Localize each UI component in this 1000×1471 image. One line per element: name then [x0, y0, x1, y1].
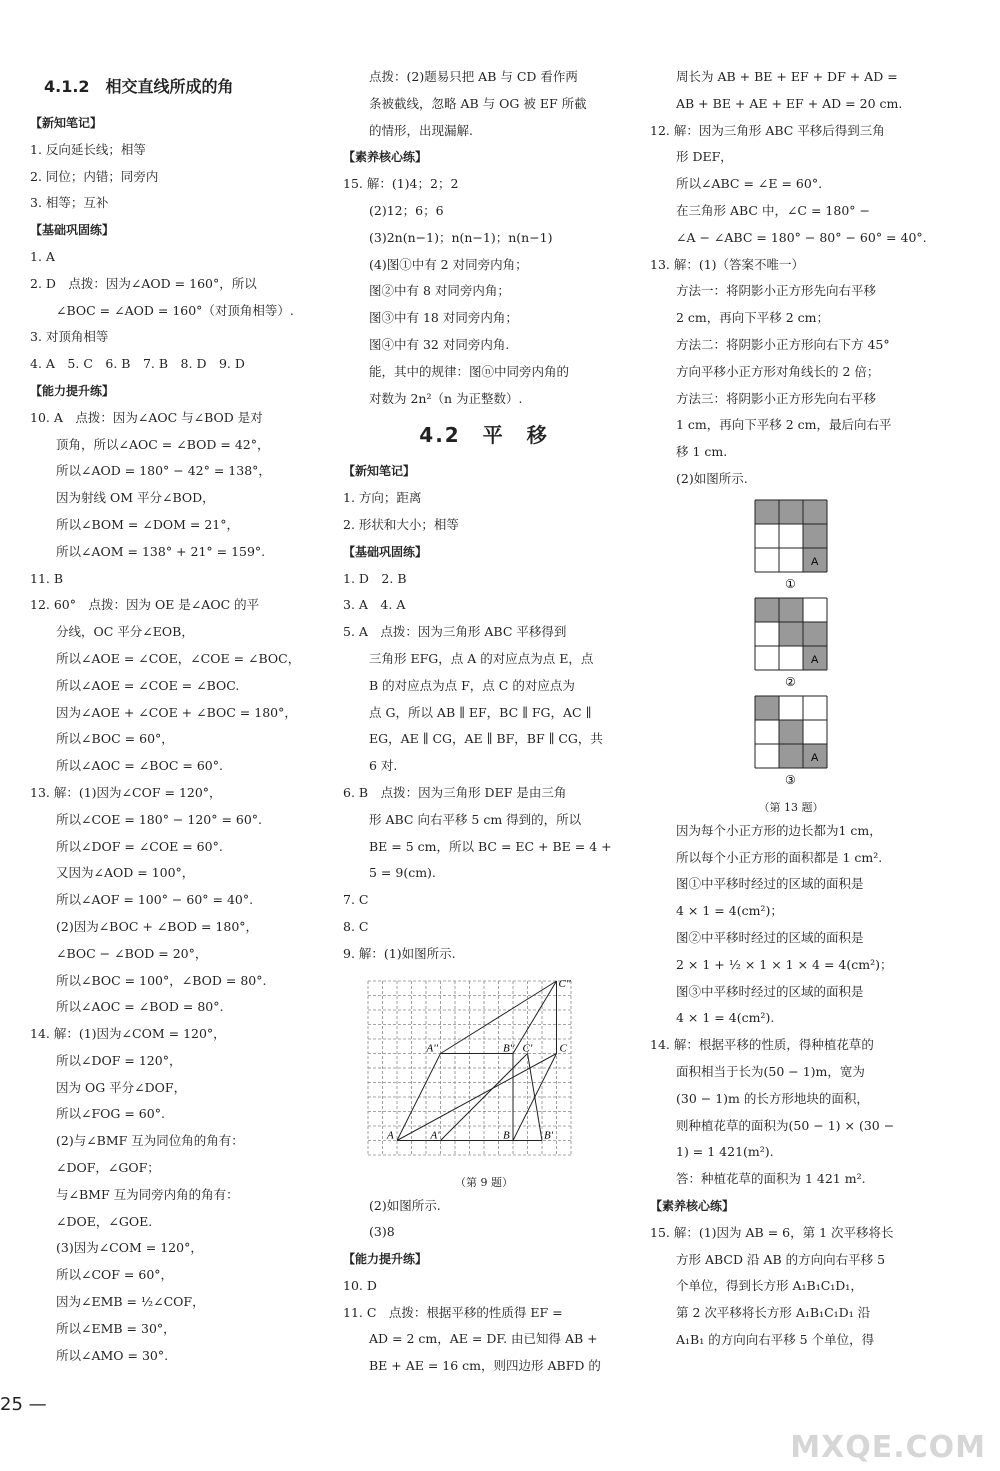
- answer-line: 所以∠COE = 180° − 120° = 60°.: [56, 811, 263, 827]
- answer-item: 12. 60° 点拨：因为 OE 是∠AOC 的平: [30, 597, 260, 613]
- answer-item: 12. 解：因为三角形 ABC 平移后得到三角: [650, 122, 885, 138]
- shaded-cell: [803, 622, 827, 646]
- answer-line: 能，其中的规律：图ⓝ中同旁内角的: [369, 363, 570, 379]
- answer-line: (3)8: [369, 1224, 395, 1240]
- answer-line: 答：种植花草的面积为 1 421 m².: [676, 1171, 866, 1187]
- page-number: 25 —: [0, 1394, 47, 1415]
- answer-line: (3)因为∠COM = 120°，: [56, 1240, 203, 1256]
- answer-line: 图②中有 8 对同旁内角；: [369, 283, 510, 299]
- answer-line: 2 cm，再向下平移 2 cm；: [676, 310, 830, 326]
- column-middle: [343, 64, 625, 1380]
- answer-item: 13. 解：(1)因为∠COF = 120°，: [30, 784, 222, 800]
- answer-line: BE + AE = 16 cm，则四边形 ABFD 的: [369, 1358, 601, 1374]
- answer-line: 所以∠AOE = ∠COE，∠COE = ∠BOC，: [56, 650, 301, 666]
- answer-line: (2)12；6；6: [369, 202, 444, 218]
- answer-line: 分线，OC 平分∠EOB，: [56, 624, 194, 640]
- answer-item: 13. 解：(1)（答案不唯一）: [650, 256, 805, 272]
- answer-line: 所以∠ABC = ∠E = 60°.: [676, 176, 823, 192]
- answer-line: ∠BOC − ∠BOD = 20°，: [56, 945, 208, 961]
- answer-line: (3)2n(n−1)；n(n−1)；n(n−1): [369, 229, 553, 245]
- answer-line: 因为 OG 平分∠DOF，: [56, 1079, 187, 1095]
- panel-label: ①: [785, 576, 796, 591]
- watermark: MXQE.COM: [790, 1430, 986, 1465]
- point-label: B: [503, 1129, 510, 1141]
- cell-label: A: [811, 653, 819, 666]
- answer-item: 11. B: [30, 570, 64, 586]
- answer-line: (2)因为∠BOC + ∠BOD = 180°，: [56, 918, 259, 934]
- point-label: C: [559, 1042, 567, 1054]
- answer-line: 移 1 cm.: [676, 444, 728, 460]
- figure-13-drawing: [650, 496, 932, 796]
- subsection-label: 【素养核心练】: [343, 150, 428, 165]
- answer-line: 周长为 AB + BE + EF + DF + AD =: [676, 69, 898, 84]
- answer-line: 顶角，所以∠AOC = ∠BOD = 42°，: [56, 436, 270, 452]
- answer-line: 因为每个小正方形的边长都为1 cm，: [676, 822, 882, 838]
- answer-line: 形 ABC 向右平移 5 cm 得到的，所以: [369, 811, 582, 827]
- answer-item: 1. 方向；距离: [343, 490, 422, 506]
- answer-item: 9. 解：(1)如图所示.: [343, 945, 456, 961]
- point-label: A'': [426, 1042, 438, 1054]
- subsection-label: 【新知笔记】: [30, 116, 103, 130]
- answer-line: 面积相当于长为(50 − 1)m，宽为: [676, 1063, 865, 1079]
- answer-line: 方法三：将阴影小正方形先向右平移: [676, 390, 877, 406]
- answer-item: 10. D: [343, 1277, 377, 1293]
- answer-line: 形 DEF，: [676, 149, 733, 165]
- cell-label: A: [811, 555, 819, 568]
- answer-line: 在三角形 ABC 中，∠C = 180° −: [676, 202, 870, 218]
- answer-line: 图③中平移时经过的区域的面积是: [676, 983, 864, 999]
- answer-line: 对数为 2n²（n 为正整数）.: [369, 390, 523, 406]
- point-label: C': [522, 1042, 533, 1054]
- answer-line: (30 − 1)m 的长方形地块的面积，: [676, 1090, 869, 1106]
- answer-line: ∠A − ∠ABC = 180° − 80° − 60° = 40°.: [676, 229, 927, 245]
- shaded-cell: [755, 598, 779, 622]
- answer-line: B 的对应点为点 F，点 C 的对应点为: [369, 677, 575, 693]
- answer-line: 4 × 1 = 4(cm²).: [676, 1010, 775, 1026]
- figure-9: [343, 971, 625, 1190]
- column-left: [30, 64, 320, 1369]
- point-label: A': [430, 1129, 440, 1141]
- answer-line: 图①中平移时经过的区域的面积是: [676, 876, 864, 892]
- answer-item: 8. C: [343, 918, 369, 934]
- answer-line: 所以∠AOD = 180° − 42° = 138°，: [56, 463, 271, 479]
- answer-line: 2 × 1 + ½ × 1 × 1 × 4 = 4(cm²)；: [676, 956, 893, 972]
- subsection-label: 【新知笔记】: [343, 464, 416, 479]
- answer-line: 所以∠DOF = ∠COE = 60°.: [56, 838, 223, 854]
- answer-line: 所以∠AOC = ∠BOC = 60°.: [56, 758, 223, 774]
- answer-item: 1. 反向延长线；相等: [30, 141, 146, 157]
- answer-line: 所以∠AMO = 30°.: [56, 1347, 169, 1363]
- answer-line: 6 对.: [369, 758, 398, 774]
- answer-item: 15. 解：(1)因为 AB = 6，第 1 次平移将长: [650, 1224, 894, 1240]
- answer-item: 5. A 点拨：因为三角形 ABC 平移得到: [343, 624, 567, 640]
- answer-line: 因为∠EMB = ½∠COF，: [56, 1294, 205, 1310]
- answer-item: 7. C: [343, 892, 369, 908]
- panel-label: ②: [785, 674, 796, 689]
- subsection-label: 【基础巩固练】: [343, 544, 428, 559]
- point-label: B'': [503, 1042, 515, 1054]
- answer-line: ∠DOF，∠GOF；: [56, 1160, 160, 1176]
- answer-item: 15. 解：(1)4；2；2: [343, 176, 459, 192]
- answer-line: 所以∠FOG = 60°.: [56, 1106, 165, 1122]
- answer-item: 10. A 点拨：因为∠AOC 与∠BOD 是对: [30, 409, 263, 425]
- answer-item: 14. 解：根据平移的性质，得种植花草的: [650, 1037, 874, 1053]
- answer-line: ∠BOC = ∠AOD = 160°（对顶角相等）.: [56, 302, 294, 318]
- answer-line: 所以∠AOC = ∠BOD = 80°.: [56, 999, 224, 1015]
- answer-line: 图②中平移时经过的区域的面积是: [676, 929, 864, 945]
- shaded-cell: [755, 500, 779, 524]
- answer-line: 因为∠AOE + ∠COE + ∠BOC = 180°，: [56, 704, 297, 720]
- answer-line: 图③中有 18 对同旁内角；: [369, 310, 518, 326]
- shaded-cell: [779, 720, 803, 744]
- shaded-cell: [803, 500, 827, 524]
- shaded-cell: [779, 500, 803, 524]
- answer-item: 4. A 5. C 6. B 7. B 8. D 9. D: [30, 356, 245, 372]
- answer-line: 方法二：将阴影小正方形向右下方 45°: [676, 336, 890, 352]
- section-heading: 4.1.2 相交直线所成的角: [44, 77, 234, 96]
- answer-line: 4 × 1 = 4(cm²)；: [676, 903, 783, 919]
- answer-line: 1) = 1 421(m²).: [676, 1144, 774, 1160]
- column-right: [650, 64, 932, 1354]
- answer-item: 3. 相等；互补: [30, 195, 109, 211]
- answer-line: 所以∠AOE = ∠COE = ∠BOC.: [56, 677, 240, 693]
- answer-line: (2)与∠BMF 互为同位角的角有：: [56, 1133, 244, 1149]
- answer-line: 所以每个小正方形的面积都是 1 cm².: [676, 849, 883, 865]
- answer-line: AD = 2 cm，AE = DF. 由已知得 AB +: [369, 1331, 598, 1347]
- answer-line: (2)如图所示.: [369, 1197, 441, 1213]
- answer-line: 所以∠DOF = 120°，: [56, 1052, 182, 1068]
- section-heading: 4.2 平 移: [419, 423, 549, 448]
- answer-line: 第 2 次平移将长方形 A₁B₁C₁D₁ 沿: [676, 1305, 871, 1321]
- answer-line: 所以∠COF = 60°，: [56, 1267, 174, 1283]
- panel-label: ③: [785, 772, 796, 787]
- answer-line: (4)图①中有 2 对同旁内角；: [369, 256, 528, 272]
- answer-line: 方法一：将阴影小正方形先向右平移: [676, 283, 877, 299]
- answer-line: 5 = 9(cm).: [369, 865, 436, 881]
- shaded-cell: [803, 524, 827, 548]
- answer-line: 所以∠AOF = 100° − 60° = 40°.: [56, 892, 254, 908]
- answer-item: 14. 解：(1)因为∠COM = 120°，: [30, 1026, 226, 1042]
- cell-label: A: [811, 751, 819, 764]
- shaded-cell: [779, 622, 803, 646]
- shaded-cell: [779, 598, 803, 622]
- answer-line: 点 G，所以 AB ∥ EF，BC ∥ FG，AC ∥: [369, 704, 592, 720]
- answer-line: 则种植花草的面积为(50 − 1) × (30 −: [676, 1117, 895, 1133]
- answer-line: 1 cm，再向下平移 2 cm，最后向右平: [676, 417, 892, 433]
- answer-line: 所以∠BOC = 60°，: [56, 731, 174, 747]
- answer-line: A₁B₁ 的方向向右平移 5 个单位，得: [676, 1331, 875, 1347]
- answer-item: 2. 同位；内错；同旁内: [30, 168, 159, 184]
- answer-item: 2. 形状和大小；相等: [343, 516, 459, 532]
- answer-line: 与∠BMF 互为同旁内角的角有：: [56, 1186, 239, 1202]
- answer-item: 11. C 点拨：根据平移的性质得 EF =: [343, 1304, 563, 1320]
- answer-line: (2)如图所示.: [676, 470, 748, 486]
- shaded-cell: [755, 696, 779, 720]
- answer-line: 的情形，出现漏解.: [369, 122, 473, 138]
- subsection-label: 【基础巩固练】: [30, 223, 115, 238]
- answer-line: 所以∠BOM = ∠DOM = 21°，: [56, 516, 239, 532]
- answer-line: 所以∠EMB = 30°，: [56, 1320, 176, 1336]
- subsection-label: 【能力提升练】: [30, 383, 115, 398]
- answer-item: 3. A 4. A: [343, 597, 406, 613]
- triangle-edge: [513, 981, 557, 1054]
- answer-line: 条被截线，忽略 AB 与 OG 被 EF 所截: [369, 95, 587, 111]
- answer-line: ∠DOE，∠GOE.: [56, 1213, 153, 1229]
- answer-item: 1. A: [30, 248, 55, 264]
- answer-line: EG，AE ∥ CG，AE ∥ BF，BF ∥ CG，共: [369, 731, 603, 747]
- figure-13: [650, 496, 932, 815]
- answer-line: 所以∠BOC = 100°，∠BOD = 80°.: [56, 972, 267, 988]
- answer-item: 2. D 点拨：因为∠AOD = 160°，所以: [30, 275, 257, 291]
- subsection-label: 【素养核心练】: [650, 1198, 735, 1213]
- point-label: C'': [558, 977, 571, 990]
- answer-line: 三角形 EFG，点 A 的对应点为点 E，点: [369, 650, 594, 666]
- answer-item: 1. D 2. B: [343, 570, 407, 586]
- answer-line: 点拨：(2)题易只把 AB 与 CD 看作两: [369, 69, 578, 84]
- figure-9-caption: （第 9 题）: [455, 1175, 513, 1189]
- answer-line: 方形 ABCD 沿 AB 的方向向右平移 5: [676, 1251, 886, 1267]
- answer-item: 3. 对顶角相等: [30, 329, 109, 345]
- answer-line: BE = 5 cm，所以 BC = EC + BE = 4 +: [369, 838, 612, 854]
- answer-line: 图④中有 32 对同旁内角.: [369, 336, 510, 352]
- answer-line: 又因为∠AOD = 100°，: [56, 865, 195, 881]
- figure-9-drawing: [343, 971, 625, 1171]
- figure-13-caption: （第 13 题）: [758, 800, 824, 814]
- answer-line: 因为射线 OM 平分∠BOD，: [56, 490, 215, 506]
- point-label: A: [387, 1129, 394, 1141]
- subsection-label: 【能力提升练】: [343, 1252, 428, 1267]
- answer-item: 6. B 点拨：因为三角形 DEF 是由三角: [343, 784, 567, 800]
- shaded-cell: [779, 744, 803, 768]
- answer-line: 所以∠AOM = 138° + 21° = 159°.: [56, 543, 266, 559]
- answer-line: 方向平移小正方形对角线长的 2 倍；: [676, 363, 880, 379]
- answer-line: AB + BE + AE + EF + AD = 20 cm.: [676, 95, 903, 111]
- point-label: B': [544, 1129, 554, 1141]
- answer-line: 个单位，得到长方形 A₁B₁C₁D₁，: [676, 1278, 863, 1294]
